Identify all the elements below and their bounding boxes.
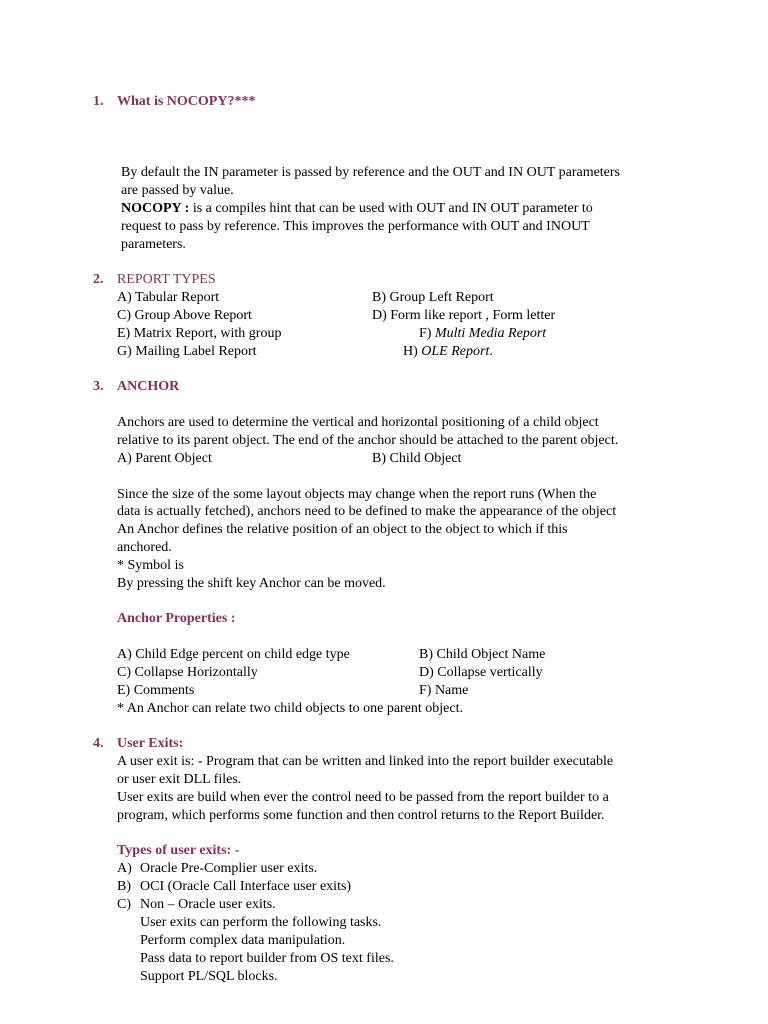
list-item: Oracle Pre-Complier user exits. — [140, 861, 318, 876]
list-item-prefix: C) — [117, 897, 131, 912]
subsection-title: Types of user exits: - — [117, 843, 240, 858]
list-item — [419, 325, 546, 343]
paragraph-line: are passed by value. — [121, 183, 234, 198]
paragraph-line: relative to its parent object. The end of the anchor should be attached to the parent object. — [117, 433, 619, 448]
list-item-text: OLE Report — [421, 344, 490, 359]
list-item: A) Tabular Report — [117, 290, 220, 305]
paragraph-line: Anchors are used to determine the vertical and horizontal positioning of a child object — [117, 415, 599, 430]
paragraph-line: An Anchor defines the relative position of an object to the object to which if this — [117, 522, 568, 537]
nocopy-term: NOCOPY : — [121, 201, 190, 216]
list-item: A) Parent Object — [117, 451, 212, 466]
paragraph-line: Since the size of the some layout objects may change when the report runs (When the — [117, 487, 597, 502]
paragraph-line: By default the IN parameter is passed by reference and the OUT and IN OUT parameters — [121, 165, 621, 180]
list-item: G) Mailing Label Report — [117, 344, 257, 359]
section-title: ANCHOR — [117, 379, 180, 394]
paragraph-line — [121, 200, 593, 218]
paragraph-line: User exits are build when ever the control need to be passed from the report builder to a — [117, 790, 609, 805]
nocopy-definition: is a compiles hint that can be used with OUT and IN OUT parameter to — [189, 201, 593, 216]
task-line: Pass data to report builder from OS text files. — [140, 951, 394, 966]
list-item: E) Comments — [117, 683, 195, 698]
list-item: E) Matrix Report, with group — [117, 326, 282, 341]
paragraph-line: data is actually fetched), anchors need to be defined to make the appearance of the object — [117, 504, 617, 519]
paragraph-line: program, which performs some function and then control returns to the Report Builder. — [117, 808, 605, 823]
subsection-title: Anchor Properties : — [117, 611, 236, 626]
list-item: F) Name — [419, 683, 469, 698]
section-number: 4. — [93, 736, 104, 751]
note-line: * An Anchor can relate two child objects to one parent object. — [117, 701, 464, 716]
list-item: D) Form like report , Form letter — [372, 308, 556, 323]
section-number: 2. — [93, 272, 104, 287]
list-item: OCI (Oracle Call Interface user exits) — [140, 879, 352, 894]
list-item: A) Child Edge percent on child edge type — [117, 647, 350, 662]
paragraph-line: * Symbol is — [117, 558, 184, 573]
list-item-prefix: F) — [419, 326, 432, 341]
list-item: Non – Oracle user exits. — [140, 897, 276, 912]
list-item — [403, 343, 493, 361]
task-line: Support PL/SQL blocks. — [140, 969, 278, 984]
list-item: D) Collapse vertically — [419, 665, 543, 680]
task-line: User exits can perform the following tasks. — [140, 915, 382, 930]
list-item-prefix: A) — [117, 861, 132, 876]
list-item-prefix: B) — [117, 879, 131, 894]
list-item: B) Group Left Report — [372, 290, 494, 305]
paragraph-line: or user exit DLL files. — [117, 772, 242, 787]
section-title: User Exits: — [117, 736, 184, 751]
paragraph-line: anchored. — [117, 540, 172, 555]
list-item: C) Collapse Horizontally — [117, 665, 258, 680]
list-item-suffix: . — [489, 344, 493, 359]
paragraph-line: A user exit is: - Program that can be written and linked into the report builder executable — [117, 754, 614, 769]
list-item: B) Child Object Name — [419, 647, 546, 662]
section-title: What is NOCOPY?*** — [117, 94, 256, 109]
paragraph-line: request to pass by reference. This improves the performance with OUT and INOUT — [121, 219, 590, 234]
task-line: Perform complex data manipulation. — [140, 933, 346, 948]
list-item-prefix: H) — [403, 344, 418, 359]
paragraph-line: parameters. — [121, 237, 186, 252]
paragraph-line: By pressing the shift key Anchor can be moved. — [117, 576, 386, 591]
list-item: C) Group Above Report — [117, 308, 252, 323]
section-number: 3. — [93, 379, 104, 394]
list-item: B) Child Object — [372, 451, 462, 466]
list-item-text: Multi Media Report — [434, 326, 547, 341]
section-title: REPORT TYPES — [117, 272, 216, 287]
section-number: 1. — [93, 94, 104, 109]
